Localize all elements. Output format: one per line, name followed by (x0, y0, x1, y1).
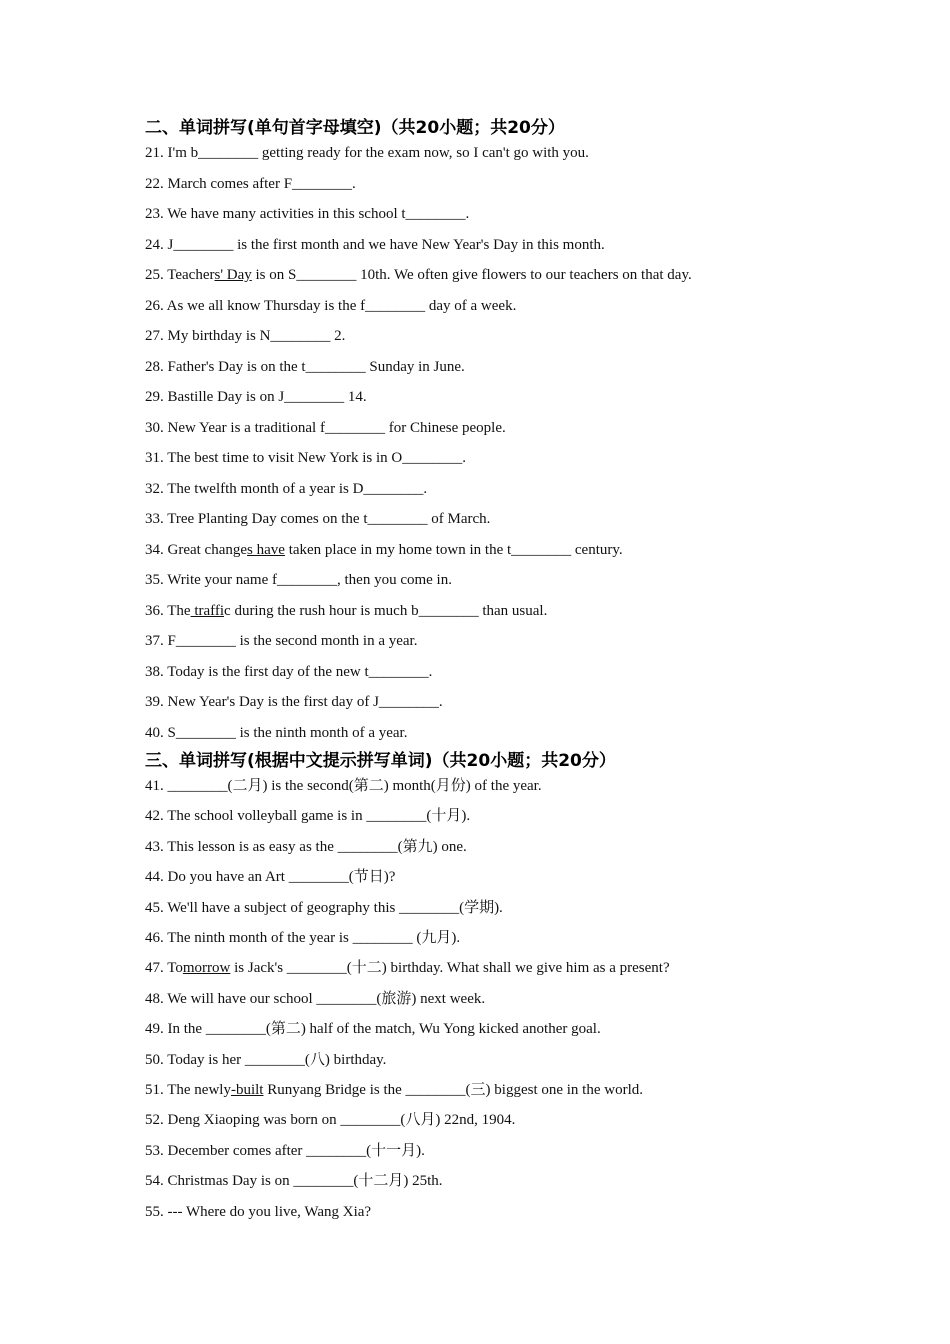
question-item (145, 235, 605, 255)
question-item (145, 540, 623, 560)
question-item (145, 1202, 371, 1222)
question-item (145, 928, 460, 948)
question-text: 41. ________(二月) is the second(第二) month(月份) of the year. (145, 778, 542, 794)
question-text: 34. Great change (145, 541, 248, 558)
underlined-text: traffi (190, 602, 225, 619)
question-text: 40. S________ is the ninth month of a year. (145, 724, 408, 741)
question-item (145, 265, 692, 285)
question-item (145, 601, 547, 621)
question-text: 43. This lesson is as easy as the ________(第九) one. (145, 838, 467, 855)
question-text: 37. F________ is the second month in a year. (145, 633, 418, 649)
question-item (145, 898, 503, 918)
section-3-heading: 三、单词拼写(根据中文提示拼写单词)（共20小题；共20分） (145, 751, 616, 771)
question-item (145, 204, 469, 224)
question-item (145, 570, 452, 590)
question-text: 33. Tree Planting Day comes on the t________ of March. (145, 511, 491, 527)
question-item (145, 837, 467, 857)
question-item (145, 958, 670, 978)
question-item (145, 143, 589, 163)
underlined-text: s' Day (214, 267, 252, 283)
underlined-text: morrow (182, 960, 231, 977)
question-text: Runyang Bridge is the ________(三) biggest one in the world. (263, 1082, 644, 1098)
question-item (145, 1080, 643, 1100)
question-item (145, 867, 395, 887)
question-text: 22. March comes after F________. (145, 175, 356, 192)
question-text: 45. We'll have a subject of geography this ________(学期). (145, 899, 503, 916)
question-item (145, 326, 345, 346)
question-item (145, 1110, 515, 1130)
question-text: 32. The twelfth month of a year is D________. (145, 480, 428, 497)
question-text: 54. Christmas Day is on ________(十二月) 25th. (145, 1173, 443, 1190)
question-text: 51. The newly (145, 1082, 231, 1098)
question-item (145, 1171, 443, 1191)
question-item (145, 296, 516, 316)
question-text: 53. December comes after ________(十一月). (145, 1142, 425, 1159)
section-2-heading: 二、单词拼写(单句首字母填空)（共20小题；共20分） (145, 118, 565, 138)
question-item (145, 806, 470, 826)
question-item (145, 357, 465, 377)
question-text: 28. Father's Day is on the t________ Sunday in June. (145, 358, 465, 375)
underlined-text: -built (230, 1082, 264, 1098)
question-text: 39. New Year's Day is the first day of J________. (145, 694, 443, 710)
question-text: 27. My birthday is N________ 2. (145, 328, 346, 344)
question-text: 49. In the ________(第二) half of the match, Wu Yong kicked another goal. (145, 1021, 601, 1038)
question-item (145, 776, 542, 796)
question-item (145, 174, 356, 194)
question-text: 44. Do you have an Art ________(节日)? (145, 869, 396, 886)
question-text: 42. The school volleyball game is in ________(十月). (145, 808, 471, 825)
question-text: 50. Today is her ________(八) birthday. (145, 1051, 387, 1068)
question-item (145, 1050, 386, 1070)
question-item (145, 387, 367, 407)
question-item (145, 662, 432, 682)
question-text: 23. We have many activities in this school t________. (145, 206, 470, 222)
question-text: is on S________ 10th. We often give flowers to our teachers on that day. (251, 267, 692, 283)
question-text: 30. New Year is a traditional f________ for Chinese people. (145, 419, 506, 436)
question-text: 52. Deng Xiaoping was born on ________(八月) 22nd, 1904. (145, 1112, 516, 1129)
question-text: 47. To (145, 960, 183, 977)
question-text: 38. Today is the first day of the new t________. (145, 663, 433, 680)
question-item (145, 1019, 601, 1039)
question-item (145, 448, 466, 468)
question-item (145, 418, 506, 438)
question-item (145, 509, 490, 529)
question-text: 55. --- Where do you live, Wang Xia? (145, 1203, 372, 1220)
question-item (145, 723, 407, 743)
question-item (145, 692, 443, 712)
underlined-text: s have (247, 541, 285, 558)
question-text: taken place in my home town in the t________ century. (284, 541, 623, 558)
question-text: c during the rush hour is much b________ than usual. (224, 602, 548, 619)
question-text: 29. Bastille Day is on J________ 14. (145, 389, 367, 405)
question-text: 36. The (145, 602, 191, 619)
question-text: 31. The best time to visit New York is in O________. (145, 450, 466, 466)
question-text: 35. Write your name f________, then you come in. (145, 572, 452, 588)
question-text: 48. We will have our school ________(旅游) next week. (145, 990, 486, 1007)
question-text: 26. As we all know Thursday is the f________ day of a week. (145, 297, 517, 314)
question-item (145, 631, 417, 651)
question-item (145, 989, 485, 1009)
question-text: 21. I'm b________ getting ready for the exam now, so I can't go with you. (145, 145, 589, 161)
question-item (145, 479, 427, 499)
question-text: 46. The ninth month of the year is ________ (九月). (145, 930, 461, 946)
question-text: 24. J________ is the first month and we have New Year's Day in this month. (145, 236, 605, 253)
question-text: is Jack's ________(十二) birthday. What shall we give him as a present? (230, 960, 670, 977)
question-item (145, 1141, 425, 1161)
question-text: 25. Teacher (145, 267, 215, 283)
